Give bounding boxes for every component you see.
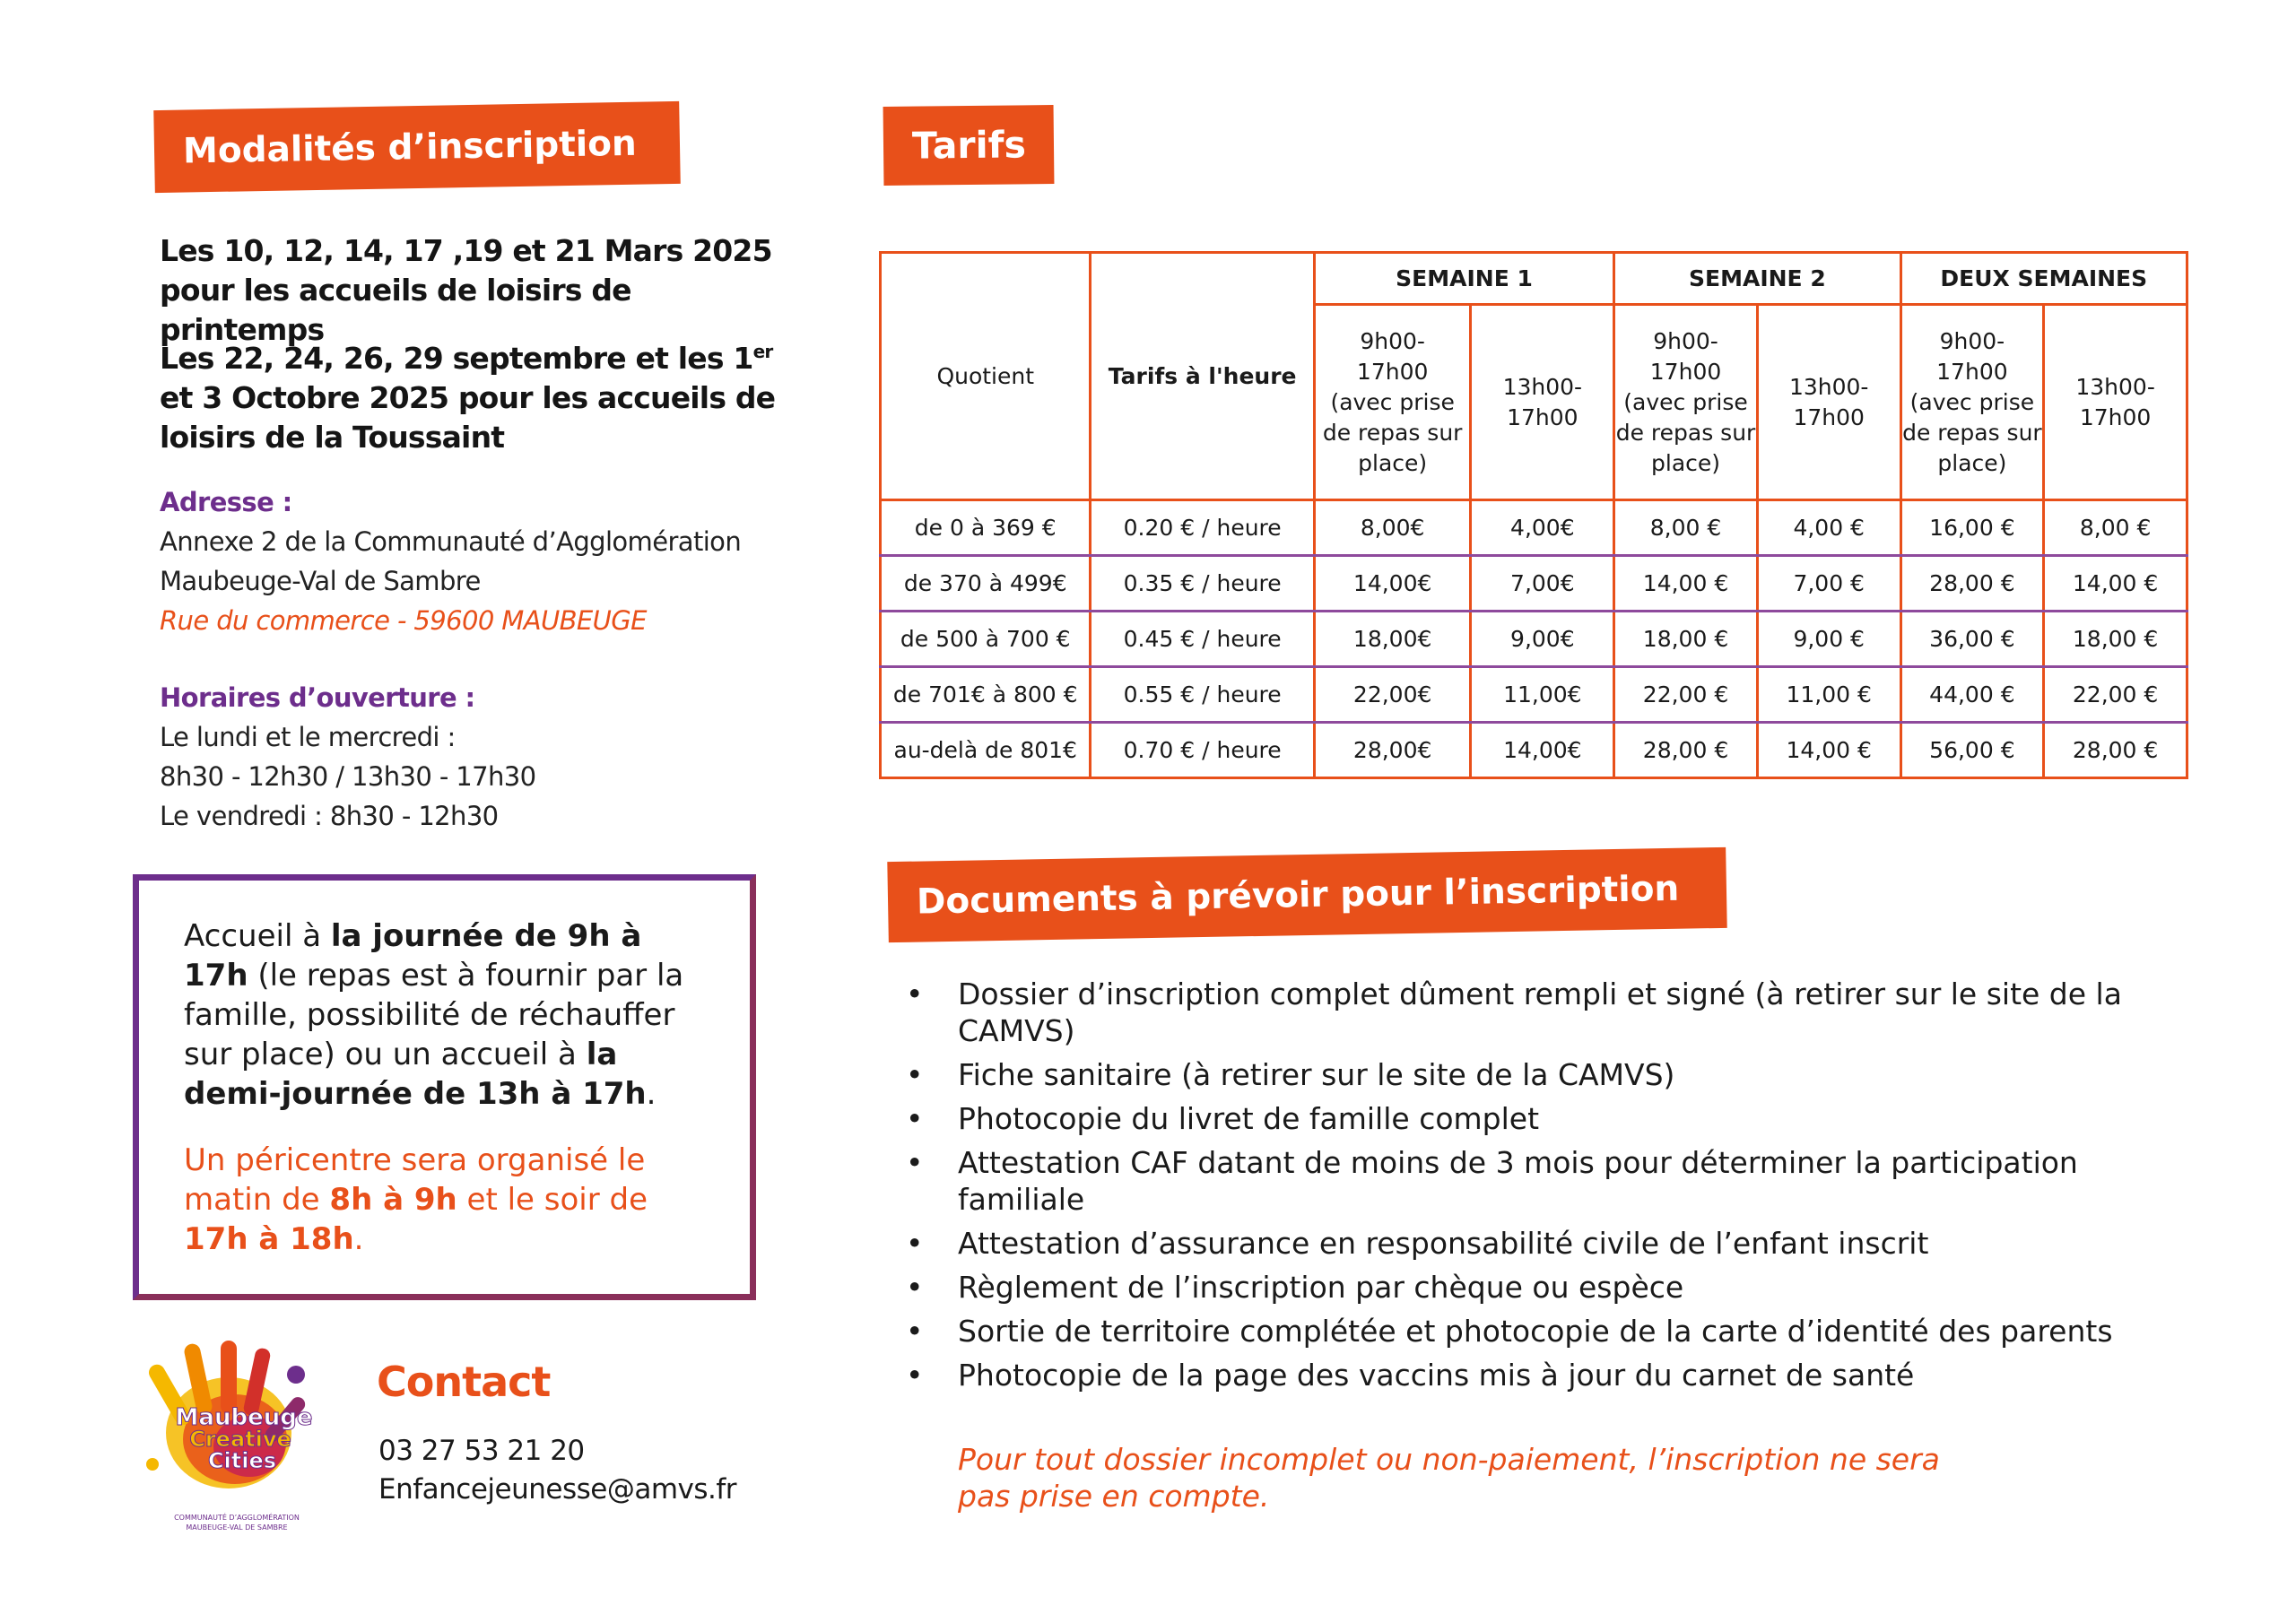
table-row [881,667,2187,723]
dates-toussaint-part-2: et 3 Octobre 2025 pour les accueils de loisirs de la Toussaint [160,380,776,455]
address-line-1: Annexe 2 de la Communauté d’Agglomération [160,526,742,557]
col-header-quotient: Quotient [881,253,1091,500]
table-cell: 16,00 € [1900,500,2044,556]
modalites-title-banner [153,101,681,193]
hours-line-2: 8h30 - 12h30 / 13h30 - 17h30 [160,761,536,792]
tarifs-title: Tarifs [911,123,1027,168]
table-cell: de 370 à 499€ [881,556,1091,612]
list-item: • Photocopie du livret de famille complet [906,1100,2161,1137]
contact-title: Contact [377,1358,551,1406]
table-cell: 4,00 € [1757,500,1900,556]
table-cell: 22,00 € [1614,667,1758,723]
accueil-text-3: (le repas est à fournir par la famille, possibilité de réchauffer sur place) ou un accueil à [184,958,684,1072]
table-cell: de 0 à 369 € [881,500,1091,556]
documents-list [906,976,2161,1401]
list-item: • Sortie de territoire complétée et photocopie de la carte d’identité des parents [906,1313,2161,1350]
table-row [881,612,2187,667]
table-row [881,723,2187,778]
hours-label: Horaires d’ouverture : [160,682,475,713]
hours-block [160,678,536,836]
address-line-3: Rue du commerce - 59600 MAUBEUGE [160,605,647,636]
table-cell: 14,00€ [1314,556,1471,612]
list-item: • Attestation CAF datant de moins de 3 mois pour déterminer la participation familiale [906,1144,2161,1218]
table-cell: 28,00 € [2044,723,2187,778]
table-cell: 18,00 € [2044,612,2187,667]
table-cell: 0.20 € / heure [1091,500,1314,556]
list-item: • Dossier d’inscription complet dûment rempli et signé (à retirer sur le site de la CAMVS) [906,976,2161,1049]
table-cell: 28,00 € [1900,556,2044,612]
logo-text-3: Cities [207,1448,277,1473]
maubeuge-creative-cities-logo [135,1339,339,1538]
contact-phone[interactable]: 03 27 53 21 20 [378,1435,585,1467]
table-cell: 0.55 € / heure [1091,667,1314,723]
table-cell: 44,00 € [1900,667,2044,723]
table-cell: 14,00 € [1614,556,1758,612]
pericentre-text-1: Un péricentre sera organisé le matin de [184,1142,646,1218]
table-cell: 18,00 € [1614,612,1758,667]
hours-line-1: Le lundi et le mercredi : [160,722,456,752]
accueil-text-4: la demi-journée de 13h à 17h [184,1037,647,1112]
table-header-row [881,253,2187,305]
contact-email[interactable]: Enfancejeunesse@amvs.fr [378,1473,737,1506]
pericentre-text-4: 17h à 18h [184,1221,354,1257]
list-item: • Règlement de l’inscription par chèque ou espèce [906,1269,2161,1306]
pericentre-text-3: et le soir de [457,1182,648,1218]
table-cell: 7,00€ [1471,556,1614,612]
col-header-semaine-2: SEMAINE 2 [1614,253,1900,305]
list-item: • Photocopie de la page des vaccins mis à jour du carnet de santé [906,1357,2161,1393]
table-cell: 14,00 € [2044,556,2187,612]
table-cell: 0.70 € / heure [1091,723,1314,778]
table-cell: 9,00 € [1757,612,1900,667]
list-item: • Fiche sanitaire (à retirer sur le site de la CAMVS) [906,1056,2161,1093]
table-cell: 8,00€ [1314,500,1471,556]
documents-warning-note: Pour tout dossier incomplet ou non-paiement, l’inscription ne sera pas prise en compte. [958,1442,1940,1514]
accueil-text-5: . [646,1076,657,1112]
table-cell: 22,00€ [1314,667,1471,723]
dates-printemps: Les 10, 12, 14, 17 ,19 et 21 Mars 2025 pour les accueils de loisirs de printemps [160,233,772,347]
hours-line-3: Le vendredi : 8h30 - 12h30 [160,801,499,831]
dates-toussaint-part-1: Les 22, 24, 26, 29 septembre et les 1 [160,341,753,376]
table-cell: 14,00 € [1757,723,1900,778]
col-header-deux-semaines: DEUX SEMAINES [1900,253,2187,305]
subheader-full-day: 9h00- 17h00 (avec prise de repas sur place) [1900,305,2044,500]
subheader-full-day: 9h00- 17h00 (avec prise de repas sur place) [1314,305,1471,500]
subheader-full-day: 9h00- 17h00 (avec prise de repas sur place) [1614,305,1758,500]
table-cell: 56,00 € [1900,723,2044,778]
modalites-title: Modalités d’inscription [182,123,638,172]
subheader-half-day: 13h00- 17h00 [1757,305,1900,500]
logo-subtitle-2: MAUBEUGE-VAL DE SAMBRE [186,1523,288,1532]
logo-text-2: Creative [189,1427,291,1452]
col-header-tarif-heure: Tarifs à l'heure [1091,253,1314,500]
table-cell: 28,00 € [1614,723,1758,778]
dates-toussaint [160,339,787,457]
table-row [881,556,2187,612]
table-cell: 36,00 € [1900,612,2044,667]
subheader-half-day: 13h00- 17h00 [1471,305,1614,500]
table-cell: 9,00€ [1471,612,1614,667]
table-cell: 0.45 € / heure [1091,612,1314,667]
table-cell: 0.35 € / heure [1091,556,1314,612]
subheader-half-day: 13h00- 17h00 [2044,305,2187,500]
table-row [881,500,2187,556]
list-item: • Attestation d’assurance en responsabilité civile de l’enfant inscrit [906,1225,2161,1262]
table-cell: 11,00€ [1471,667,1614,723]
table-cell: 22,00 € [2044,667,2187,723]
pericentre-paragraph [184,1141,710,1259]
accueil-text-2: la journée de 9h à 17h [184,918,642,994]
accueil-info-box [133,874,756,1300]
table-cell: 8,00 € [1614,500,1758,556]
table-cell: 7,00 € [1757,556,1900,612]
documents-title: Documents à prévoir pour l’inscription [916,868,1680,923]
tarifs-title-banner [883,105,1055,186]
table-cell: 8,00 € [2044,500,2187,556]
table-cell: 4,00€ [1471,500,1614,556]
table-cell: 14,00€ [1471,723,1614,778]
pericentre-text-2: 8h à 9h [329,1182,457,1218]
table-cell: au-delà de 801€ [881,723,1091,778]
col-header-semaine-1: SEMAINE 1 [1314,253,1613,305]
documents-title-banner [887,847,1726,942]
address-label: Adresse : [160,487,292,517]
table-cell: 11,00 € [1757,667,1900,723]
address-line-2: Maubeuge-Val de Sambre [160,566,481,596]
table-cell: de 701€ à 800 € [881,667,1091,723]
logo-subtitle-1: COMMUNAUTÉ D’AGGLOMÉRATION [174,1514,300,1522]
table-cell: 18,00€ [1314,612,1471,667]
table-cell: 28,00€ [1314,723,1471,778]
table-cell: de 500 à 700 € [881,612,1091,667]
pericentre-text-5: . [353,1221,364,1257]
tarifs-table [879,251,2188,779]
address-block [160,482,741,640]
dates-toussaint-superscript: er [752,341,773,362]
accueil-paragraph [184,916,710,1114]
accueil-text-1: Accueil à [184,918,331,954]
logo-text-1: Maubeuge [175,1404,313,1431]
